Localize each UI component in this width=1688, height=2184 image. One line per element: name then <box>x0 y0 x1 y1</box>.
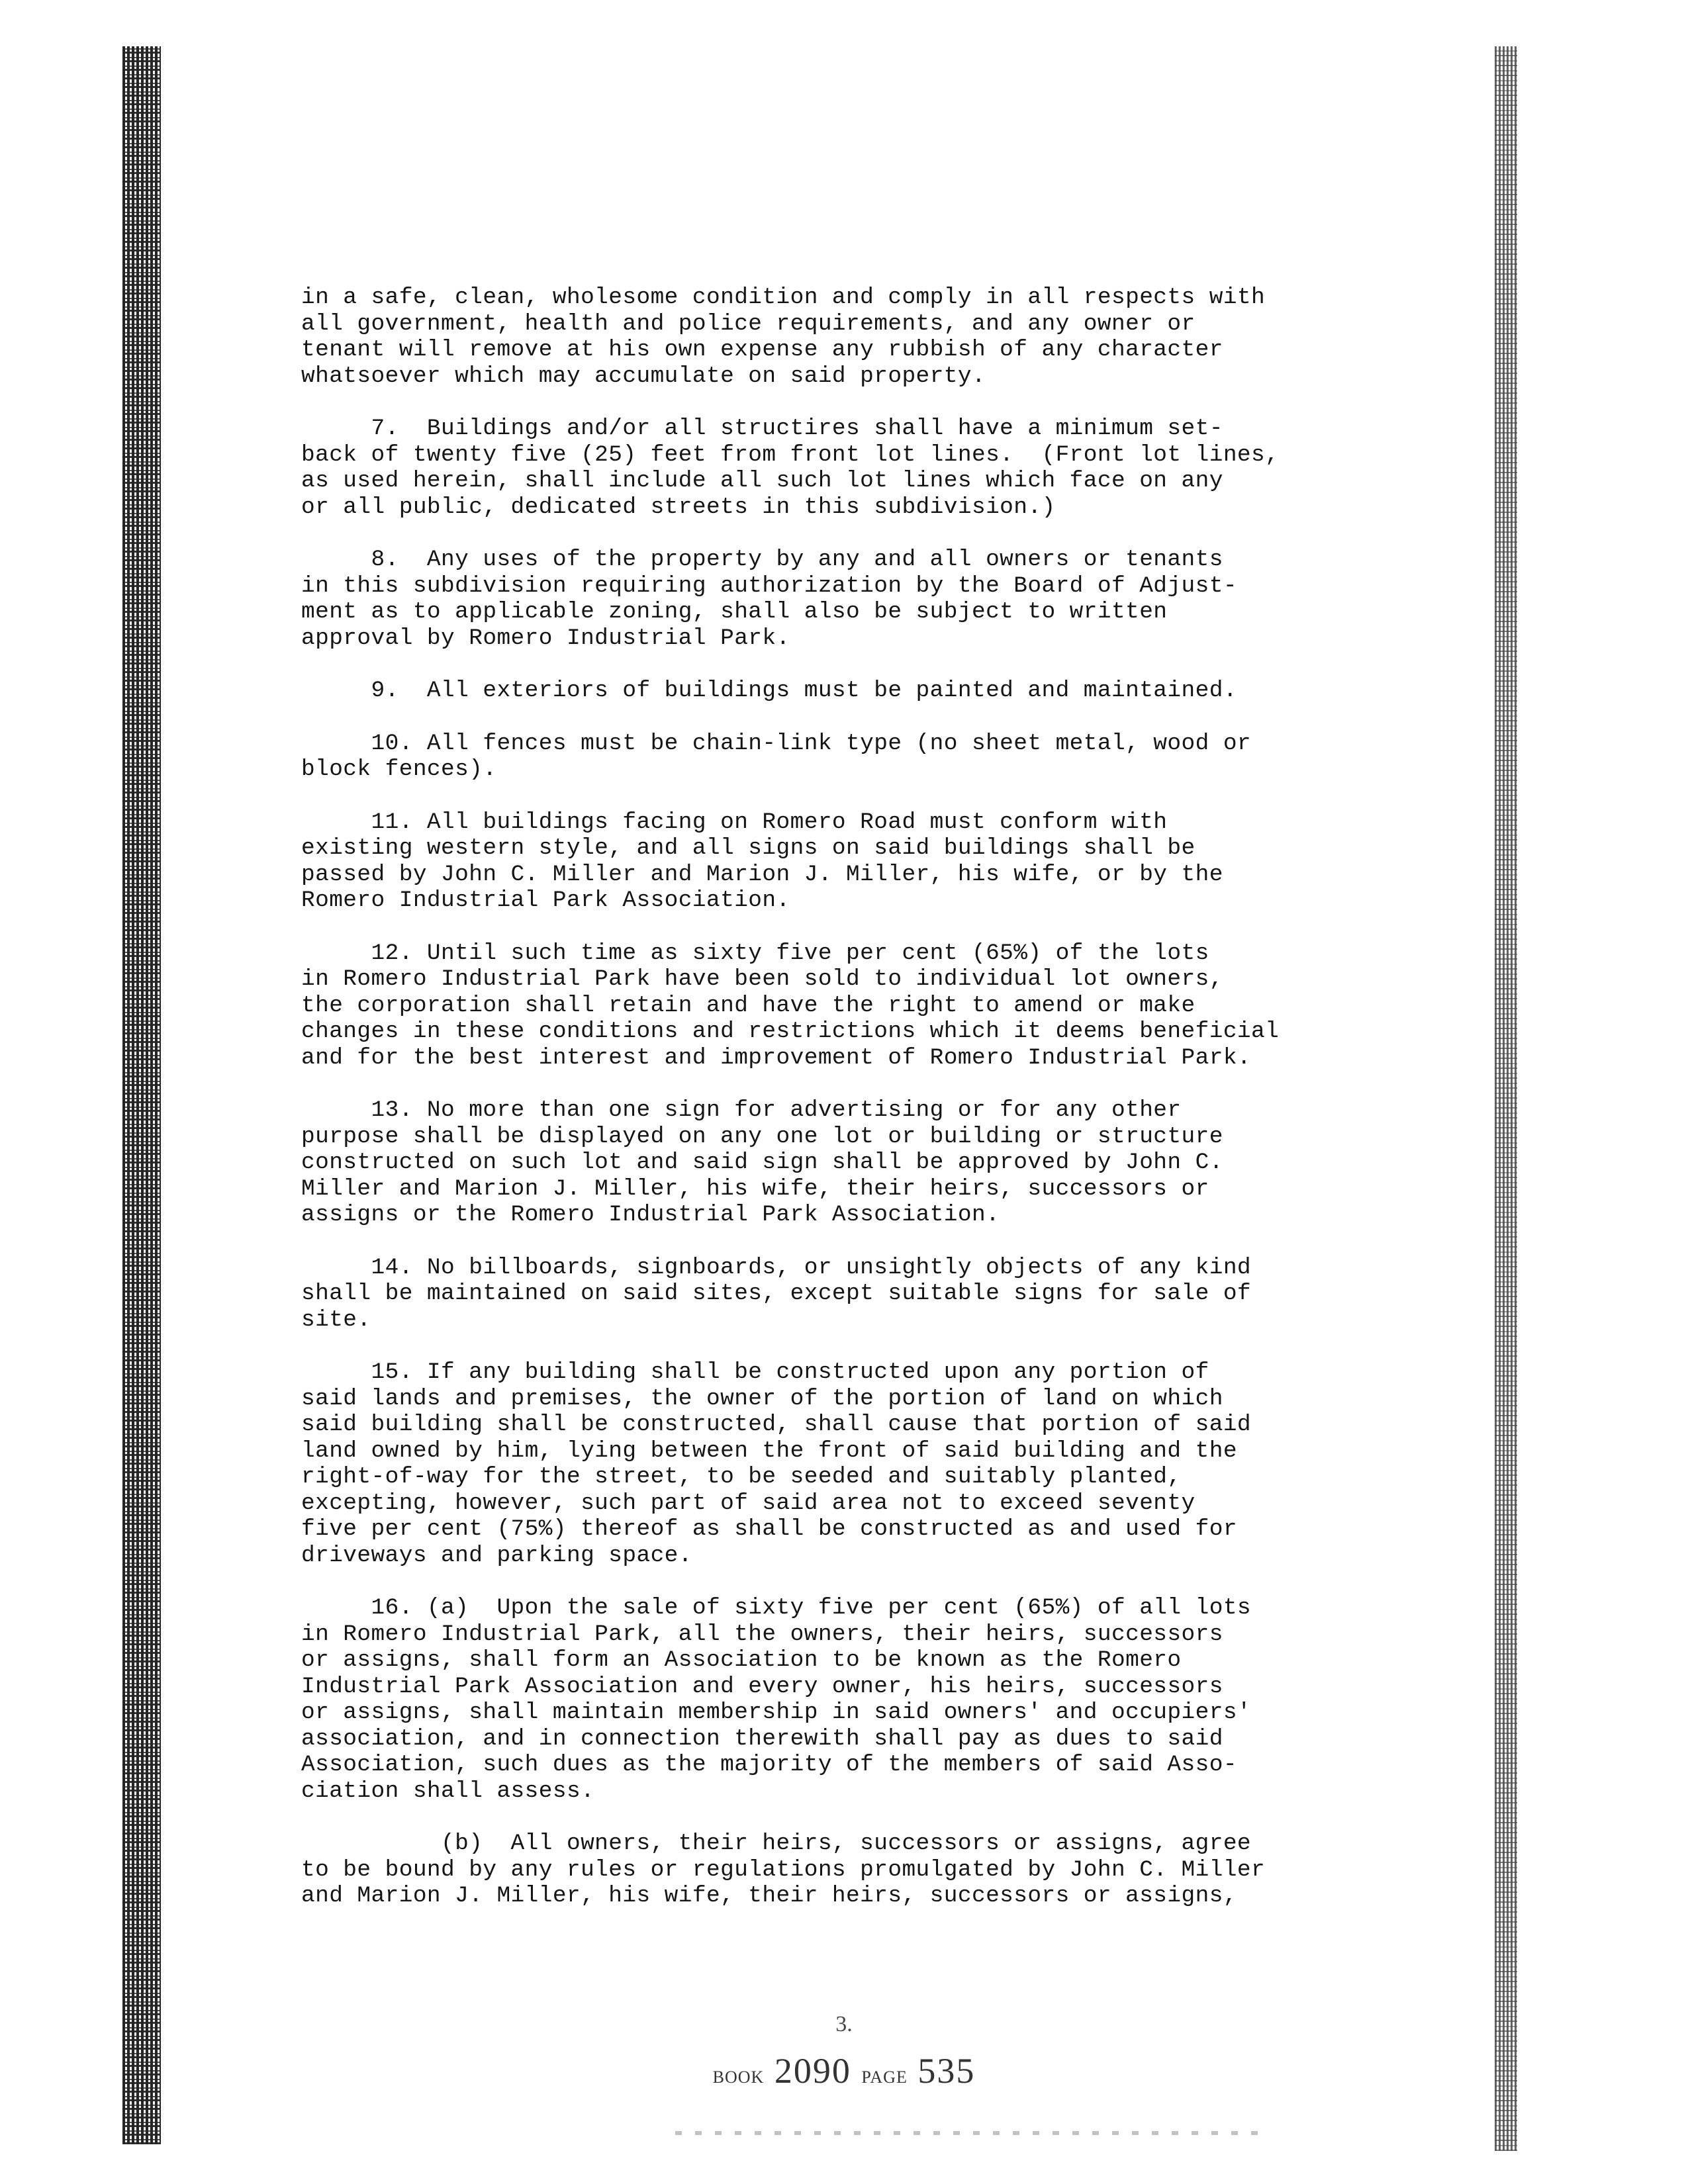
text-line: said lands and premises, the owner of the portion of land on which <box>301 1385 1223 1412</box>
text-line: 9. All exteriors of buildings must be painted and maintained. <box>301 678 1237 704</box>
text-line: 12. Until such time as sixty five per cent (65%) of the lots <box>301 940 1209 966</box>
book-page-reference <box>0 2050 1688 2091</box>
paragraph-p16b <box>301 1831 1440 1909</box>
text-line: 15. If any building shall be constructed upon any portion of <box>301 1359 1209 1385</box>
text-line: all government, health and police requirements, and any owner or <box>301 310 1196 337</box>
paragraph-p12 <box>301 940 1440 1071</box>
text-line: assigns or the Romero Industrial Park Association. <box>301 1202 1000 1228</box>
text-line: Miller and Marion J. Miller, his wife, their heirs, successors or <box>301 1175 1209 1202</box>
text-line: block fences). <box>301 756 497 782</box>
text-line: Association, such dues as the majority of the members of said Asso- <box>301 1752 1237 1778</box>
text-line: 7. Buildings and/or all structires shall have a minimum set- <box>301 416 1223 441</box>
scan-edge-right <box>1495 46 1517 2151</box>
text-line: 10. All fences must be chain-link type (no sheet metal, wood or <box>301 730 1252 756</box>
text-line: or all public, dedicated streets in this subdivision.) <box>301 494 1056 520</box>
text-line: in this subdivision requiring authorization by the Board of Adjust- <box>301 572 1237 599</box>
paragraph-p13 <box>301 1097 1440 1228</box>
paragraph-p7 <box>301 416 1440 520</box>
book-label: BOOK <box>712 2068 765 2087</box>
text-line: association, and in connection therewith shall pay as dues to said <box>301 1725 1223 1752</box>
text-line: changes in these conditions and restrictions which it deems beneficial <box>301 1019 1280 1044</box>
text-line: ment as to applicable zoning, shall also be subject to written <box>301 599 1168 625</box>
page-number: 3. <box>835 2012 853 2036</box>
text-line: approval by Romero Industrial Park. <box>301 625 790 651</box>
paragraph-p16a <box>301 1595 1440 1804</box>
text-line: 16. (a) Upon the sale of sixty five per cent (65%) of all lots <box>301 1595 1252 1621</box>
text-line: as used herein, shall include all such lot lines which face on any <box>301 468 1223 494</box>
text-line: Romero Industrial Park Association. <box>301 887 790 913</box>
text-line: land owned by him, lying between the front of said building and the <box>301 1437 1237 1464</box>
text-line: to be bound by any rules or regulations promulgated by John C. Miller <box>301 1856 1266 1883</box>
text-line: existing western style, and all signs on said buildings shall be <box>301 835 1196 861</box>
text-line: (b) All owners, their heirs, successors or assigns, agree <box>301 1831 1252 1856</box>
text-line: the corporation shall retain and have the right to amend or make <box>301 992 1196 1019</box>
paragraph-p10 <box>301 731 1440 783</box>
text-line: site. <box>301 1306 371 1333</box>
text-line: tenant will remove at his own expense any rubbish of any character <box>301 337 1223 363</box>
paragraph-p8 <box>301 547 1440 651</box>
text-line: 13. No more than one sign for advertising or for any other <box>301 1097 1182 1123</box>
text-line: five per cent (75%) thereof as shall be constructed as and used for <box>301 1516 1237 1542</box>
text-line: or assigns, shall form an Association to be known as the Romero <box>301 1647 1182 1673</box>
text-line: or assigns, shall maintain membership in said owners' and occupiers' <box>301 1700 1252 1725</box>
page-label: PAGE <box>861 2068 908 2087</box>
text-line: purpose shall be displayed on any one lot or building or structure <box>301 1123 1223 1150</box>
text-line: in Romero Industrial Park have been sold to individual lot owners, <box>301 966 1223 992</box>
paragraph-p9 <box>301 678 1440 704</box>
text-line: driveways and parking space. <box>301 1542 692 1569</box>
text-line: 11. All buildings facing on Romero Road must conform with <box>301 809 1168 835</box>
text-line: Industrial Park Association and every owner, his heirs, successors <box>301 1673 1223 1700</box>
text-line: whatsoever which may accumulate on said property. <box>301 363 986 389</box>
text-line: and Marion J. Miller, his wife, their heirs, successors or assigns, <box>301 1883 1237 1909</box>
text-line: constructed on such lot and said sign shall be approved by John C. <box>301 1150 1223 1175</box>
text-line: said building shall be constructed, shall cause that portion of said <box>301 1412 1252 1437</box>
scan-edge-left <box>122 46 161 2144</box>
text-line: 14. No billboards, signboards, or unsightly objects of any kind <box>301 1254 1252 1281</box>
document-body <box>301 285 1440 1936</box>
text-line: back of twenty five (25) feet from front lot lines. (Front lot lines, <box>301 441 1280 468</box>
text-line: in Romero Industrial Park, all the owners, their heirs, successors <box>301 1621 1223 1647</box>
text-line: and for the best interest and improvement of Romero Industrial Park. <box>301 1044 1252 1071</box>
text-line: passed by John C. Miller and Marion J. Miller, his wife, or by the <box>301 861 1223 887</box>
text-line: in a safe, clean, wholesome condition and comply in all respects with <box>301 285 1266 310</box>
text-line: right-of-way for the street, to be seeded and suitably planted, <box>301 1464 1182 1490</box>
scan-noise-bottom <box>675 2131 1271 2135</box>
paragraph-p11 <box>301 809 1440 914</box>
page-reference: 535 <box>917 2051 976 2091</box>
book-number: 2090 <box>774 2051 851 2091</box>
text-line: shall be maintained on said sites, except suitable signs for sale of <box>301 1281 1252 1306</box>
paragraph-p14 <box>301 1255 1440 1334</box>
paragraph-p-cont <box>301 285 1440 389</box>
paragraph-p15 <box>301 1359 1440 1569</box>
text-line: ciation shall assess. <box>301 1778 595 1804</box>
text-line: 8. Any uses of the property by any and all owners or tenants <box>301 547 1223 572</box>
text-line: excepting, however, such part of said area not to exceed seventy <box>301 1490 1196 1516</box>
